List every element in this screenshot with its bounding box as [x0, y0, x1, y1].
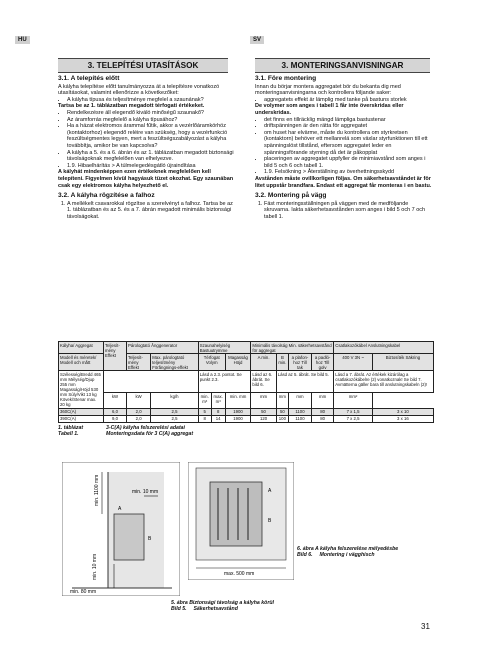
hu-bullet: • Rendelkezésre áll elegendő kiváló minőségű szaunakő? [67, 110, 236, 117]
table-row [59, 415, 434, 422]
hu-bullet: • A kályha a 5. és a 6. ábrán és az 1. táblázatban megadott biztonsági távolságoknak megfelelően van elhelyezve. [67, 150, 236, 163]
th-stones: Párologtató Ånggenerator [127, 342, 199, 354]
row-cell: 3 x 16 [372, 415, 433, 422]
figure-5-label-b: B [148, 536, 152, 542]
unit-cell: mm² [334, 393, 373, 408]
row-cell: 1100 [289, 408, 312, 415]
row-cell: 1100 [289, 415, 312, 422]
row-cell: 2,5 [151, 415, 199, 422]
hu-bullet: • Ha a házat elektromos árammal fűtik, akkor a vezérlőáramkörhöz (kontaktorhoz) elegendő reléire van szükség, hogy a vezérfunkció feszültségmentes legyen, mert a feszültségszabályozást a kályha továbbítja, amikor be van kapcsolva? [67, 123, 236, 149]
figure-5-label-80: min. 80 mm [70, 589, 97, 595]
table-caption-hu-text: 3-C(A) kályha felszerelési adatai [106, 425, 186, 431]
row-cell: 14 [211, 415, 225, 422]
unit-cell: mm [251, 393, 276, 408]
sv-bullet: • driftspänningen är den rätta för aggregatet [264, 123, 433, 130]
hu-bullet: • Az áramforrás megfelelő a kályha típusához? [67, 117, 236, 124]
table-row [59, 408, 434, 415]
th-dist-floor: a padló-hoz Till golv [311, 354, 333, 371]
unit-cell: kW [127, 393, 151, 408]
unit-cell: kW [104, 393, 127, 408]
table-caption-sv-label: Tabell 1. [58, 431, 79, 438]
table-caption-sv-text: Monteringsdata för 3 C(A) aggregat [106, 431, 194, 438]
th-dist-a: A min. [251, 354, 276, 371]
row-cell: 2,0 [127, 415, 151, 422]
th-cable: Csatlakozókábel Anslutningskabel [334, 342, 434, 354]
sv-volume-note: De volymer som anges i tabell 1 får inte överskridas eller underskridas. [255, 103, 404, 116]
unit-cell: min. mm [225, 393, 251, 408]
language-tag-sv: SV [250, 36, 264, 44]
row-cell: 7 x 1,5 [334, 408, 373, 415]
row-cell: 9,0 [104, 415, 127, 422]
row-cell: 50 [276, 408, 288, 415]
hu-section-31-title: 3.1. A telepítés előtt [58, 75, 120, 82]
figure-6-label-a: A [268, 488, 272, 494]
figure-5-heater [114, 514, 144, 560]
unit-cell: min. m³ [198, 393, 211, 408]
sv-column [255, 74, 433, 220]
fig5-caption-sv-text: Säkerhetsavstånd [193, 606, 238, 613]
row-model: 360C(A) [59, 408, 104, 415]
row-cell: 1900 [225, 415, 251, 422]
fig5-caption-hu-label: 5. ábra [171, 600, 188, 606]
row-cell: 80 [311, 408, 333, 415]
section-header-sv: 3. MONTERINGSANVISNINGAR [255, 58, 430, 73]
th-fuse: Biztosíték Säkring [372, 354, 433, 371]
sv-section-31-intro: Innan du börjar montera aggregatet bör du bekanta dig med monteringsanvisningarna och kontrollera följande saker: [255, 83, 401, 97]
row-cell: 2,0 [127, 408, 151, 415]
figure-6-caption [297, 546, 398, 559]
figure-5-safety-distances [62, 462, 180, 596]
figure-6-label-500: max. 500 mm [224, 571, 255, 577]
page-number: 31 [421, 622, 430, 631]
row-cell: 80 [311, 415, 333, 422]
th-voltage: 400 V 3N ~ [334, 354, 373, 371]
section-header-hu: 3. TELEPÍTÉSI UTASÍTÁSOK [58, 58, 228, 73]
hu-column [58, 74, 236, 220]
row-cell: 1900 [225, 408, 251, 415]
row-cell: 50 [251, 408, 276, 415]
th-sauna: Szaunahelyiség Bastuutrymme [198, 342, 251, 354]
row-cell: 3 x 10 [372, 408, 433, 415]
th-stones-effect: Max. párologtató teljesítmény Förångnings-effekt [151, 354, 199, 371]
figure-5-label-10a: min. 10 mm [132, 489, 159, 495]
sv-section-31-title: 3.1. Före montering [255, 75, 317, 82]
fig5-caption-hu-text: Biztonsági távolság a kályha körül [189, 600, 274, 606]
row-cell: 100 [276, 415, 288, 422]
figure-5-label-a: A [118, 506, 122, 512]
th-dist-ceiling: a plafon-hoz Till tak [289, 354, 312, 371]
row-cell: 8 [198, 415, 211, 422]
sv-bullet: • 1.9. Felsökning > Återställning av överhettningsskydd [264, 169, 433, 176]
note-dist-a: Lásd az 6. ábrát. Se bild 6. [251, 371, 276, 393]
sv-step-1: 1. Fäst monteringsställningen på väggen med de medföljande skruvarna. Iakta säkerhetsavstånden som anges i bild 5 och 7 och tabell 1. [264, 201, 433, 221]
figure-5-label-10b: min. 10 mm [92, 553, 98, 580]
row-cell: 8 [211, 408, 225, 415]
fig6-caption-sv-text: Montering i vägghisch [319, 552, 375, 559]
figure-5-label-1100: min. 1100 mm [94, 474, 100, 506]
language-tag-hu: HU [15, 36, 30, 44]
sv-bullet: • placeringen av aggregatet uppfyller de minimiavstånd som anges i bild 5 och 6 och tabell 1. [264, 156, 433, 169]
hu-bullet: • 1.9. Hibaelhárítás > A túlmelegedésgátló újraindítása [67, 163, 236, 170]
th-model: Kályha/ Aggregat [59, 342, 104, 354]
hu-bullet-1: • A kályha típusa és teljesítménye megfelel a szaunának? [67, 97, 236, 104]
unit-cell: mm [289, 393, 312, 408]
row-cell: 6,0 [104, 408, 127, 415]
row-cell: 7 x 2,5 [334, 415, 373, 422]
figure-6-niche-installation [188, 462, 294, 580]
table-caption [58, 425, 193, 438]
fig6-caption-hu-label: 6. ábra [297, 546, 314, 552]
fig5-caption-sv-label: Bild 5. [171, 606, 187, 613]
note-cable: Lásd a 7. ábrát. Az értékek kizárólag a csatlakozókábelre (2) vonatkoznak! Se bild 7. Avmätterna gäller bara till anslutningskabeln (2)! [334, 371, 434, 393]
unit-cell: mm [276, 393, 288, 408]
row-cell: 120 [251, 415, 276, 422]
table-caption-hu-label: 1. táblázat [58, 425, 84, 431]
row-cell: 5 [198, 408, 211, 415]
unit-cell: max. m³ [211, 393, 225, 408]
hu-warning: A kályhát mindenképpen ezen értékeknek megfelelően kell telepíteni. Figyelmen kívül hagyásuk tüzet okozhat. Egy szaunában csak egy elektromos kályha helyezhető el. [58, 169, 234, 189]
sv-bullet: • det finns en tillräcklig mängd lämpliga bastustenar [264, 117, 433, 124]
fig6-caption-hu-text: A kályha felszerelése mélyedésbe [314, 546, 399, 552]
spec-text: Szélesség/Bredd 465 mm Mélység/Djup 255 mm Magasság/Höjd 530 mm Súly/Vikt 13 kg Kövek/Stenar max. 20 kg [59, 371, 104, 408]
row-model: 390C(A) [59, 415, 104, 422]
figure-6-label-b: B [268, 518, 272, 524]
sv-section-32-title: 3.2. Montering på vägg [255, 192, 327, 200]
note-volume: Lásd a 2.3. pontot. Se punkt 2.3. [198, 371, 251, 393]
hu-step-1: 1. A mellékelt csavarokkal rögzítse a szerelvényt a falhoz. Tartsa be az 1. táblázatban és az 5. és a 7. ábrán megadott minimális biztonsági távolságokat. [67, 201, 236, 221]
unit-cell: kg/h [151, 393, 199, 408]
th-distance: Minimális távolság Min. säkerhetsavstånd för aggregat [251, 342, 334, 354]
th-power: Teljesít-mény Effekt [104, 342, 127, 371]
unit-cell: mm [311, 393, 333, 408]
hu-section-32-title: 3.2. A kályha rögzítése a falhoz [58, 192, 155, 200]
sv-bullet: • om huset har elvärme, måste du kontrollera om styrkretsen (kontaktorn) behöver ett mellanrelä som växlar styrfunktionen till ett spänningslöst tillstånd, eftersom aggregatet leder en spänningsförande styrning då det är påkopplat [264, 130, 433, 156]
hu-section-31-intro: A kályha telepítése előtt tanulmányozza át a telepítésre vonatkozó utasításokat, valamint ellenőrizze a következőket: [58, 83, 220, 97]
th-model-dims: Modell és méretek/ Modell och mått [59, 354, 104, 371]
th-height: Magasság Höjd [225, 354, 251, 371]
fig6-caption-sv-label: Bild 6. [297, 552, 313, 559]
row-cell: 2,5 [151, 408, 199, 415]
specification-table [58, 341, 434, 423]
figure-5-caption [171, 600, 274, 613]
th-volume: Térfogat Volym [198, 354, 225, 371]
note-dist-b: Lásd az 5. ábrát. Se bild 5. [276, 371, 334, 393]
th-stones-power: Teljesít-mény Effekt [127, 354, 151, 371]
th-dist-b: B min. [276, 354, 288, 371]
sv-bullet-1: • aggregatets effekt är lämplig med tanke på bastuns storlek [264, 97, 433, 104]
spec-blank [104, 371, 199, 393]
sv-warning: Avstånden måste ovillkorligen följas. Om säkerhetsavståndet är för litet uppstår brandfara. Endast ett aggregat får monteras i en bastu. [255, 175, 432, 189]
hu-volume-note: Tartsa be az 1. táblázatban megadott térfogati értékeket. [58, 103, 205, 110]
